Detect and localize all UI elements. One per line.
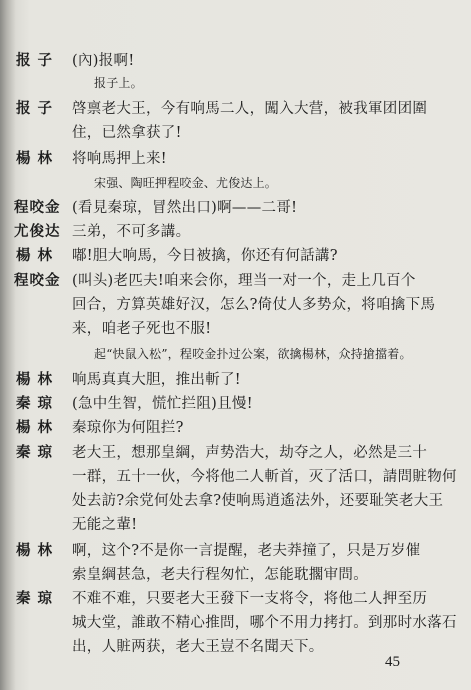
- dialogue-text: 无能之輩!: [72, 517, 138, 533]
- speaker: 楊 林: [16, 542, 54, 559]
- speaker: 楊 林: [16, 150, 54, 167]
- dialogue-text: (急中生智，慌忙拦阻)且慢!: [72, 396, 253, 412]
- dialogue-text: 来，咱老子死也不服!: [72, 321, 212, 337]
- dialogue-text: (內)报啊!: [72, 53, 135, 69]
- stage-direction: 报子上。: [94, 76, 143, 90]
- stage-direction: 起“快鼠入松”，程咬金扑过公案，欲擒楊林，众持搶擋着。: [94, 347, 412, 361]
- dialogue-text: 出，人賍两获，老大王豈不名聞天下。: [72, 639, 324, 655]
- dialogue-text: 住，已然拿获了!: [72, 125, 182, 141]
- speaker: 楊 林: [16, 247, 54, 264]
- dialogue-text: 一群，五十一伙，今将他二人斬首，灭了活口，請問賍物何: [72, 469, 457, 485]
- dialogue-text: 将响馬押上来!: [72, 151, 167, 167]
- dialogue-text: 秦琼你为何阻拦?: [72, 420, 184, 436]
- dialogue-text: 回合，方算英雄好汉，怎么?倚仗人多势众，将咱擒下馬: [72, 297, 436, 313]
- speaker: 报 子: [16, 52, 54, 69]
- dialogue-text: 响馬真真大胆，推出斬了!: [72, 372, 241, 388]
- speaker: 秦 琼: [16, 590, 54, 607]
- page-number: 45: [385, 654, 400, 670]
- stage-direction: 宋强、陶旺押程咬金、尤俊达上。: [94, 176, 278, 190]
- dialogue-text: 索皇綱甚急，老夫行程匆忙，怎能耽擱审問。: [72, 567, 368, 583]
- speaker: 秦 琼: [16, 395, 54, 412]
- dialogue-text: 啊，这个?不是你一言提醒，老夫莽撞了，只是万岁催: [72, 543, 421, 559]
- speaker: 报 子: [16, 100, 54, 117]
- speaker: 秦 琼: [16, 444, 54, 461]
- dialogue-text: 三弟，不可多講。: [72, 224, 191, 240]
- speaker: 楊 林: [16, 419, 54, 436]
- dialogue-text: (看見秦琼，冒然出口)啊——二哥!: [72, 200, 298, 216]
- dialogue-text: 啓禀老大王，今有响馬二人，闖入大营，被我軍团团圍: [72, 101, 428, 117]
- dialogue-text: 不难不难，只要老大王發下一支将令，将他二人押至历: [72, 591, 428, 607]
- dialogue-text: 嘟!胆大响馬，今日被擒，你还有何話講?: [72, 248, 338, 264]
- speaker: 尤俊达: [14, 223, 61, 240]
- speaker: 程咬金: [14, 272, 61, 289]
- dialogue-text: 城大堂，誰敢不精心推問，哪个不用力拷打。到那时水落石: [72, 615, 457, 631]
- dialogue-text: 老大王，想那皇綱，声势浩大，劫夺之人，必然是三十: [72, 445, 428, 461]
- speaker: 楊 林: [16, 371, 54, 388]
- speaker: 程咬金: [14, 199, 61, 216]
- dialogue-text: (叫头)老匹夫!咱来会你，理当一对一个，走上几百个: [72, 273, 416, 289]
- dialogue-text: 处去訪?余党何处去拿?使响馬逍遙法外，还要耻笑老大王: [72, 493, 444, 509]
